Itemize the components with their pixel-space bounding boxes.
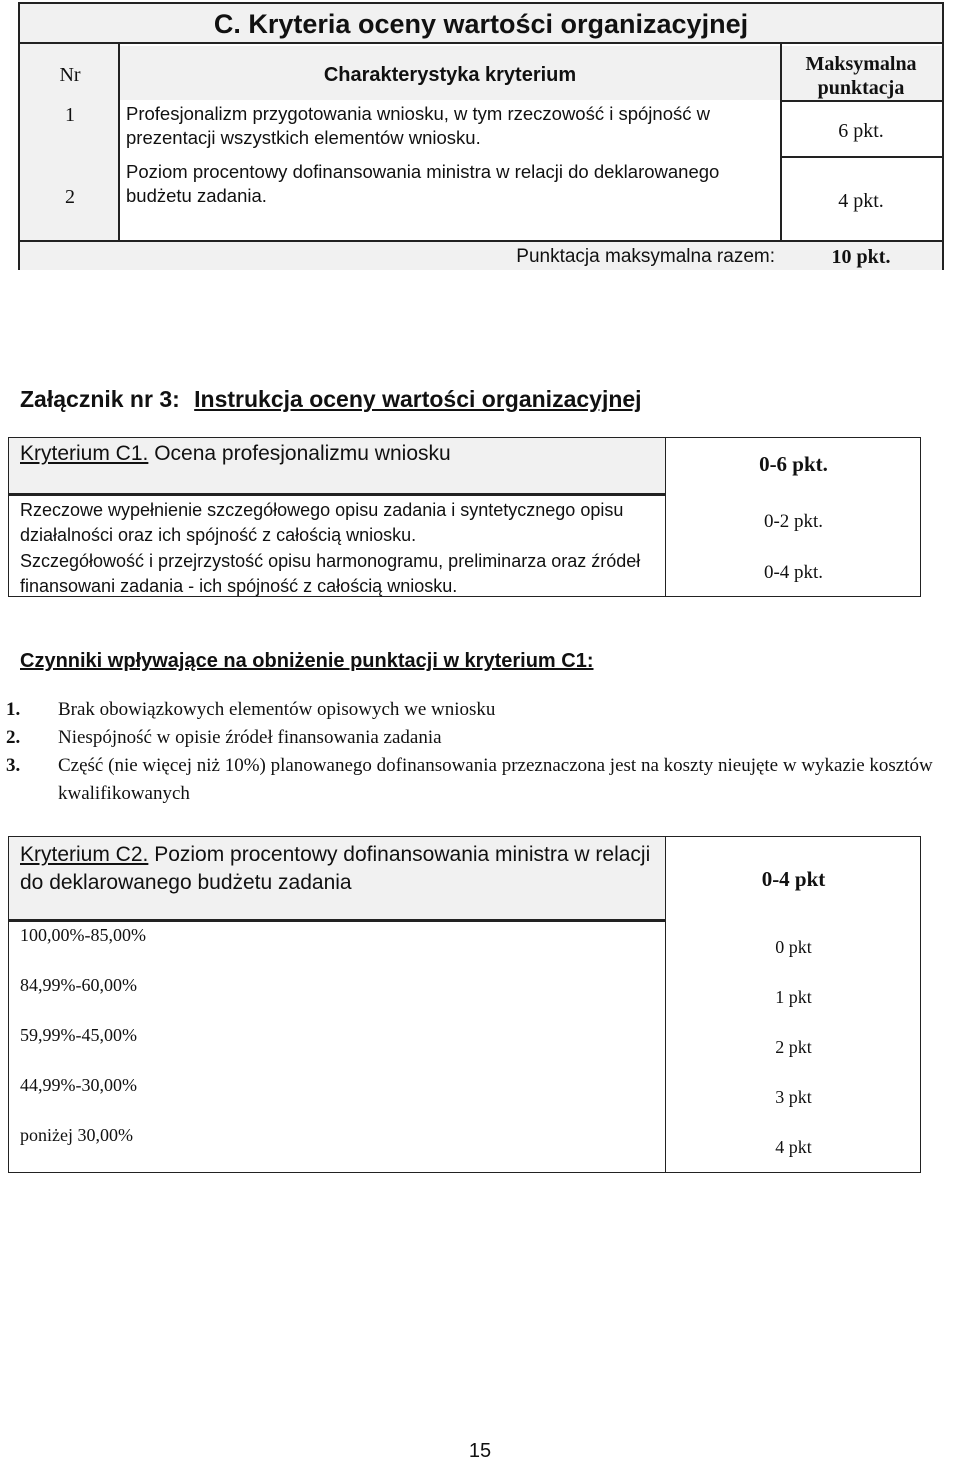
- c2-row-points: 0 pkt: [775, 937, 812, 957]
- total-label: Punktacja maksymalna razem:: [516, 246, 775, 267]
- divider: [665, 837, 666, 1172]
- list-item-number: 1.: [6, 699, 21, 720]
- criterion-c1-table: [8, 437, 921, 597]
- c2-label: Kryterium C2.: [20, 843, 149, 866]
- criteria-table-title: C. Kryteria oceny wartości organizacyjnej: [20, 4, 942, 44]
- row-2-text: Poziom procentowy dofinansowania ministra w relacji do deklarowanego budżetu zadania.: [126, 161, 720, 206]
- row-1-nr: 1: [65, 104, 75, 126]
- c2-row-range: poniżej 30,00%: [20, 1125, 133, 1145]
- divider: [9, 919, 665, 922]
- c1-row-2-text: Szczegółowość i przejrzystość opisu harmonogramu, preliminarza oraz źródeł finansowani zadania - ich spójność z całością wniosku.: [20, 551, 641, 596]
- c2-row-points: 2 pkt: [775, 1037, 812, 1057]
- annex-heading: [20, 386, 642, 413]
- row-2-points: 4 pkt.: [838, 190, 884, 212]
- c2-row-range: 84,99%-60,00%: [20, 975, 137, 995]
- c2-row-range: 44,99%-30,00%: [20, 1075, 137, 1095]
- divider: [780, 100, 942, 102]
- c1-title: [20, 442, 451, 466]
- list-item-number: 2.: [6, 727, 21, 748]
- list-item-text: Część (nie więcej niż 10%) planowanego dofinansowania przeznaczona jest na koszty nieujęte w wykazie kosztów kwalifikowanych: [58, 755, 933, 804]
- criteria-table: [18, 2, 944, 270]
- characteristic-header: Charakterystyka kryterium: [120, 46, 780, 100]
- page-number: 15: [468, 1440, 492, 1462]
- c1-row-2-points: 0-4 pkt.: [763, 562, 824, 583]
- divider: [665, 438, 666, 596]
- divider: [780, 156, 942, 158]
- list-item-text: Brak obowiązkowych elementów opisowych we wniosku: [58, 699, 496, 720]
- list-item-number: 3.: [6, 755, 21, 776]
- nr-header: Nr: [59, 64, 81, 86]
- total-value: 10 pkt.: [831, 246, 891, 268]
- annex-title: Instrukcja oceny wartości organizacyjnej: [194, 386, 642, 412]
- c1-title-text: Ocena profesjonalizmu wniosku: [148, 442, 451, 465]
- c1-row-1-points: 0-2 pkt.: [763, 511, 824, 532]
- c2-title-text: Poziom procentowy dofinansowania ministra w relacji do deklarowanego budżetu zadania: [20, 843, 651, 894]
- max-points-header: Maksymalna punktacja: [780, 46, 942, 100]
- c2-row-points: 1 pkt: [775, 987, 812, 1007]
- row-2-nr: 2: [65, 186, 75, 208]
- c2-title: [20, 841, 660, 897]
- criterion-c2-table: [8, 836, 921, 1173]
- row-1-text: Profesjonalizm przygotowania wniosku, w tym rzeczowość i spójność w prezentacji wszystkich elementów wniosku.: [126, 103, 710, 148]
- c1-range: 0-6 pkt.: [759, 452, 828, 476]
- divider: [9, 493, 665, 496]
- c2-row-points: 4 pkt: [775, 1137, 812, 1157]
- c2-range: 0-4 pkt: [761, 867, 826, 891]
- c2-row-range: 59,99%-45,00%: [20, 1025, 137, 1045]
- factors-heading: Czynniki wpływające na obniżenie punktacji w kryterium C1:: [20, 650, 594, 672]
- annex-prefix: Załącznik nr 3:: [20, 386, 180, 412]
- c2-row-points: 3 pkt: [775, 1087, 812, 1107]
- list-item-text: Niespójność w opisie źródeł finansowania zadania: [58, 727, 442, 748]
- c2-row-range: 100,00%-85,00%: [20, 925, 146, 945]
- c1-row-1-text: Rzeczowe wypełnienie szczegółowego opisu zadania i syntetycznego opisu działalności oraz ich spójność z całością wniosku.: [20, 500, 624, 545]
- c1-label: Kryterium C1.: [20, 442, 149, 465]
- row-1-points: 6 pkt.: [838, 120, 884, 142]
